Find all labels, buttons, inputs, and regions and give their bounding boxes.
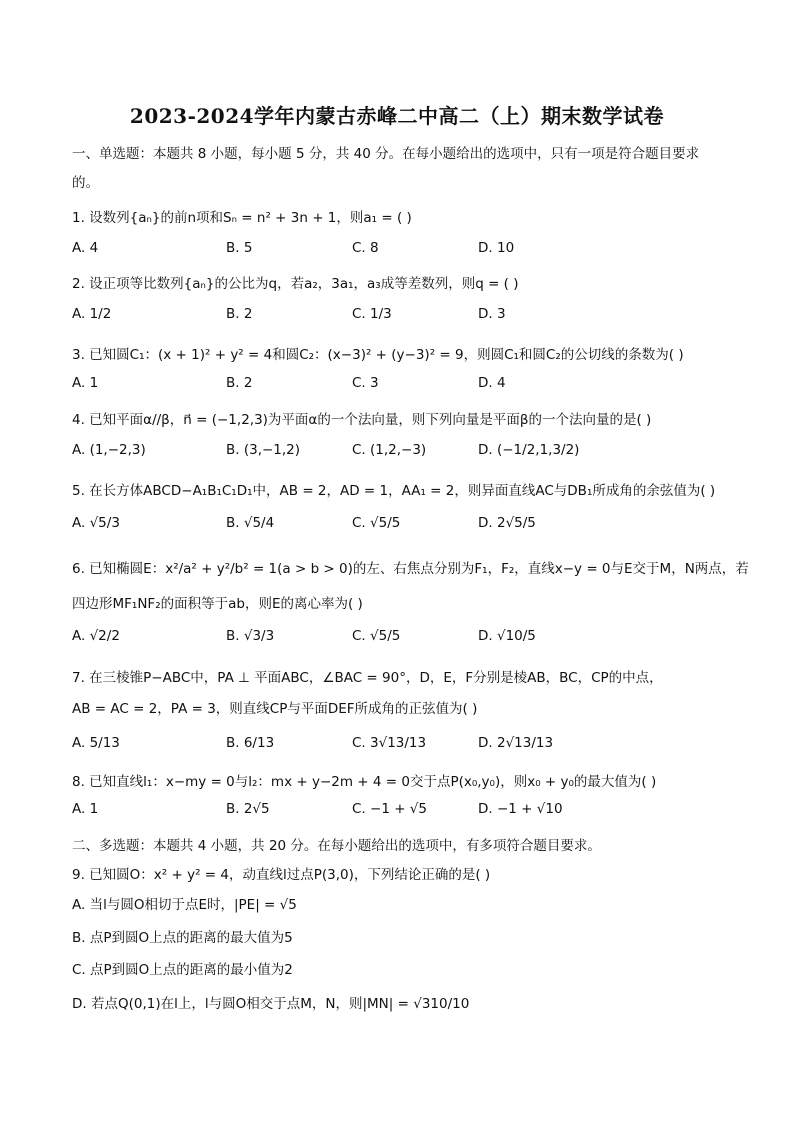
question-3-options <box>72 375 724 399</box>
option-c: C. −1 + √5 <box>352 801 427 817</box>
option-c: C. (1,2,−3) <box>352 442 427 458</box>
option-b: B. 5 <box>226 240 253 256</box>
section-1-line-1: 一、单选题：本题共 8 小题，每小题 5 分，共 40 分。在每小题给出的选项中，只有一项是符合题目要求 <box>72 146 700 162</box>
question-7-stem-line-2: AB = AC = 2，PA = 3，则直线CP与平面DEF所成角的正弦值为( ) <box>72 701 478 717</box>
option-a: A. 5/13 <box>72 735 120 751</box>
option-a: A. 1 <box>72 801 99 817</box>
question-7-options <box>72 735 724 759</box>
option-c: C. 3√13/13 <box>352 735 427 751</box>
question-8-stem: 8. 已知直线l₁：x−my = 0与l₂：mx + y−2m + 4 = 0交于点P(x₀,y₀)，则x₀ + y₀的最大值为( ) <box>72 774 657 790</box>
option-b: B. (3,−1,2) <box>226 442 301 458</box>
question-2-options <box>72 306 724 330</box>
option-b: B. √3/3 <box>226 628 275 644</box>
question-9-choice-d: D. 若点Q(0,1)在l上，l与圆O相交于点M，N，则|MN| = √310/10 <box>72 996 470 1012</box>
section-2-heading: 二、多选题：本题共 4 小题，共 20 分。在每小题给出的选项中，有多项符合题目要求。 <box>72 838 601 854</box>
option-a: A. 1/2 <box>72 306 112 322</box>
question-4-options <box>72 442 724 466</box>
question-3-stem: 3. 已知圆C₁：(x + 1)² + y² = 4和圆C₂：(x−3)² + (y−3)² = 9，则圆C₁和圆C₂的公切线的条数为( ) <box>72 347 684 363</box>
section-1-line-2: 的。 <box>72 175 99 191</box>
option-d: D. (−1/2,1,3/2) <box>478 442 580 458</box>
question-6-stem-line-2: 四边形MF₁NF₂的面积等于ab，则E的离心率为( ) <box>72 596 363 612</box>
option-c: C. 1/3 <box>352 306 392 322</box>
option-a: A. 1 <box>72 375 99 391</box>
question-6-options <box>72 628 724 652</box>
question-6-stem: 6. 已知椭圆E：x²/a² + y²/b² = 1(a > b > 0)的左、右焦点分别为F₁，F₂，直线x−y = 0与E交于M，N两点，若 <box>72 561 749 577</box>
page-title: 2023-2024学年内蒙古赤峰二中高二（上）期末数学试卷 <box>129 104 665 128</box>
question-5-options <box>72 515 724 539</box>
option-b: B. 2 <box>226 306 253 322</box>
option-d: D. 2√5/5 <box>478 515 536 531</box>
option-d: D. √10/5 <box>478 628 536 644</box>
question-1-stem: 1. 设数列{aₙ}的前n项和Sₙ = n² + 3n + 1，则a₁ = ( ) <box>72 210 412 226</box>
option-d: D. 4 <box>478 375 506 391</box>
option-b: B. 2 <box>226 375 253 391</box>
option-c: C. 8 <box>352 240 379 256</box>
option-a: A. √2/2 <box>72 628 120 644</box>
question-2-stem: 2. 设正项等比数列{aₙ}的公比为q，若a₂，3a₁，a₃成等差数列，则q = ( ) <box>72 276 519 292</box>
option-a: A. (1,−2,3) <box>72 442 146 458</box>
question-7-stem: 7. 在三棱锥P−ABC中，PA ⊥ 平面ABC，∠BAC = 90°，D，E，F分别是棱AB，BC，CP的中点， <box>72 670 663 686</box>
question-9-choice-b: B. 点P到圆O上点的距离的最大值为5 <box>72 930 293 946</box>
option-d: D. 3 <box>478 306 506 322</box>
option-c: C. 3 <box>352 375 379 391</box>
question-9-choice-a: A. 当l与圆O相切于点E时，|PE| = √5 <box>72 897 297 913</box>
option-c: C. √5/5 <box>352 628 401 644</box>
question-9-stem: 9. 已知圆O：x² + y² = 4，动直线l过点P(3,0)，下列结论正确的是( ) <box>72 867 491 883</box>
option-d: D. −1 + √10 <box>478 801 563 817</box>
option-a: A. 4 <box>72 240 99 256</box>
question-4-stem: 4. 已知平面α//β，n⃗ = (−1,2,3)为平面α的一个法向量，则下列向量是平面β的一个法向量的是( ) <box>72 412 652 428</box>
section-1-heading <box>72 140 724 198</box>
question-1-options <box>72 240 724 264</box>
option-d: D. 2√13/13 <box>478 735 554 751</box>
option-b: B. 2√5 <box>226 801 270 817</box>
option-b: B. √5/4 <box>226 515 275 531</box>
option-c: C. √5/5 <box>352 515 401 531</box>
question-8-options <box>72 801 724 825</box>
question-5-stem: 5. 在长方体ABCD−A₁B₁C₁D₁中，AB = 2，AD = 1，AA₁ = 2，则异面直线AC与DB₁所成角的余弦值为( ) <box>72 483 716 499</box>
option-b: B. 6/13 <box>226 735 275 751</box>
option-d: D. 10 <box>478 240 515 256</box>
option-a: A. √5/3 <box>72 515 120 531</box>
question-9-choice-c: C. 点P到圆O上点的距离的最小值为2 <box>72 962 293 978</box>
